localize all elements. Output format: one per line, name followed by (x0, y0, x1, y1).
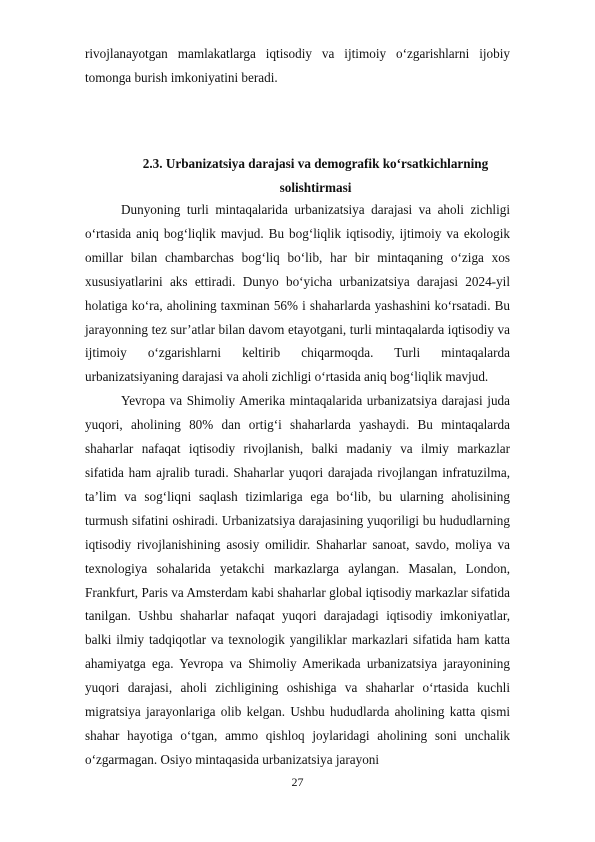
section-heading (85, 152, 510, 200)
body-paragraph-2: Yevropa va Shimoliy Amerika mintaqalarida urbanizatsiya darajasi juda yuqori, aholining 80% dan ortig‘i shaharlarda yashaydi. Bu mintaqalarda shaharlar nafaqat iqtisodiy rivojlanish, balki madaniy va ilmiy markazlar sifatida ham ajralib turadi. Shaharlar yuqori darajada rivojlangan infratuzilma, ta’lim va sog‘liqni saqlash tizimlariga ega bo‘lib, bu ularning aholisining turmush sifatini oshiradi. Urbanizatsiya darajasining yuqoriligi bu hududlarning iqtisodiy rivojlanishining asosiy omilidir. Shaharlar sanoat, savdo, moliya va texnologiya sohalarida yetakchi markazlarga aylangan. Masalan, London, Frankfurt, Paris va Amsterdam kabi shaharlar global iqtisodiy markazlar sifatida tanilgan. Ushbu shaharlar nafaqat yuqori darajadagi iqtisodiy imkoniyatlar, balki ilmiy tadqiqotlar va texnologik yangiliklar markazlari sifatida ham katta ahamiyatga ega. Yevropa va Shimoliy Amerikada urbanizatsiya jarayonining yuqori darajasi, aholi zichligining oshishiga va shaharlar o‘rtasida kuchli migratsiya jarayonlariga olib kelgan. Ushbu hududlarda aholining katta qismi shahar hayotiga o‘tgan, ammo qishloq joylaridagi aholining soni unchalik o‘zgarmagan. Osiyo mintaqasida urbanizatsiya jarayoni (85, 393, 510, 767)
section-heading-line1: 2.3. Urbanizatsiya darajasi va demografik ko‘rsatkichlarning (142, 156, 489, 171)
section-heading-line2: solishtirmasi (279, 180, 352, 195)
body-paragraph-1: Dunyoning turli mintaqalarida urbanizatsiya darajasi va aholi zichligi o‘rtasida aniq bog‘liqlik mavjud. Bu bog‘liqlik iqtisodiy, ijtimoiy va ekologik omillar bilan chambarchas bog‘liq bo‘lib, har bir mintaqaning o‘ziga xos xususiyatlarini aks ettiradi. Dunyo bo‘yicha urbanizatsiya darajasi 2024-yil holatiga ko‘ra, aholining taxminan 56% i shaharlarda yashashini ko‘rsatadi. Bu jarayonning tez sur’atlar bilan davom etayotgani, turli mintaqalarda iqtisodiy va ijtimoiy o‘zgarishlarni keltirib chiqarmoqda. Turli mintaqalarda urbanizatsiyaning darajasi va aholi zichligi o‘rtasida aniq bog‘liqlik mavjud. (85, 202, 510, 385)
intro-paragraph-block (85, 42, 510, 90)
intro-paragraph: rivojlanayotgan mamlakatlarga iqtisodiy va ijtimoiy o‘zgarishlarni ijobiy tomonga burish imkoniyatini beradi. (85, 46, 510, 85)
body-text (85, 198, 510, 772)
page-number: 27 (291, 775, 304, 789)
